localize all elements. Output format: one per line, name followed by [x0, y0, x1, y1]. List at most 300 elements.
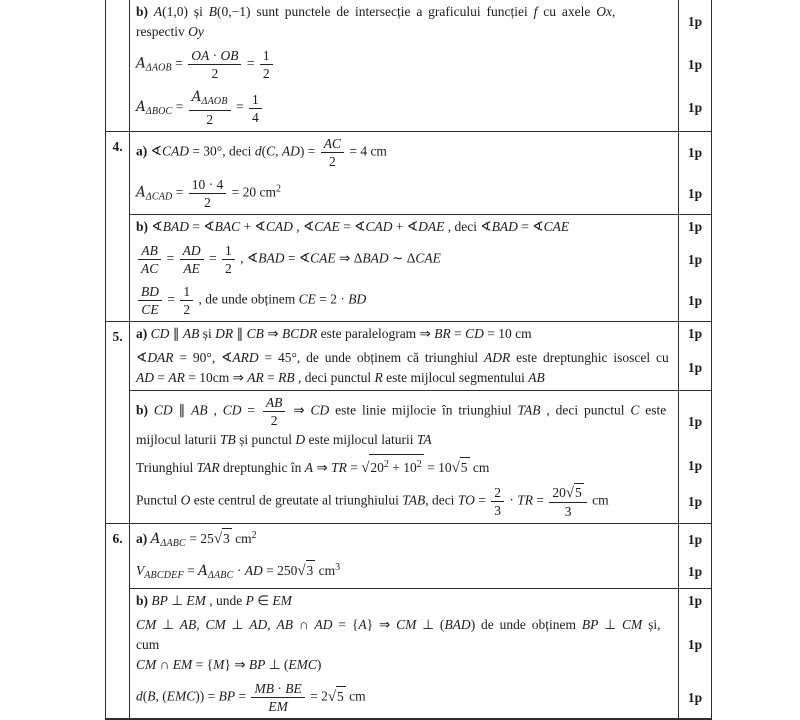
- solution-subrow: [130, 588, 711, 718]
- text: 4: [252, 109, 259, 125]
- text: ): [316, 657, 322, 672]
- solution-line: [136, 46, 674, 83]
- math-variable: AB: [141, 243, 158, 258]
- math-variable: CAD: [365, 219, 393, 234]
- text: ,: [275, 143, 282, 159]
- solution-line: [136, 615, 674, 655]
- text: 2: [204, 195, 211, 210]
- fraction-denominator: [260, 65, 273, 82]
- text: cu axele: [537, 4, 597, 19]
- fraction: [222, 242, 235, 277]
- text: cm: [231, 531, 252, 546]
- math-variable: BAD: [258, 250, 285, 266]
- text: 3: [306, 563, 314, 578]
- text: =: [346, 460, 362, 475]
- text: Triunghiul: [136, 460, 197, 475]
- math-variable: AB: [276, 617, 294, 632]
- math-variable: CM: [396, 617, 417, 632]
- text: 1: [262, 48, 270, 63]
- text: = 4 cm: [345, 143, 387, 159]
- text: este linie mijlocie în triunghiul: [329, 402, 518, 418]
- solution-entry: [130, 280, 711, 321]
- text: =: [243, 55, 258, 71]
- math-variable: AD: [314, 617, 333, 632]
- text: ∩: [156, 657, 173, 672]
- text: + ∢: [392, 219, 419, 234]
- problem-row: [106, 523, 711, 718]
- text: 3: [494, 503, 501, 518]
- solution-line: [136, 282, 674, 319]
- fraction-numerator: [138, 283, 162, 301]
- math-variable: O: [180, 492, 191, 508]
- solution-line: [136, 368, 674, 388]
- text: cm: [469, 460, 490, 475]
- math-variable: AD: [136, 370, 154, 385]
- text: =: [241, 402, 261, 418]
- text: ∩: [293, 617, 315, 632]
- text: este centrul de greutate al triunghiului: [190, 492, 403, 508]
- math-variable: TB: [220, 432, 236, 447]
- text: 2: [270, 413, 278, 428]
- solution-line: [136, 241, 674, 278]
- math-variable: ADR: [484, 350, 511, 365]
- text: , deci: [425, 492, 458, 508]
- text: Punctul: [136, 492, 181, 508]
- text: = {: [192, 657, 214, 672]
- math-variable: BAD: [162, 219, 189, 234]
- solution-entry: [130, 239, 711, 280]
- radicand: [336, 686, 346, 707]
- solution-content: [130, 322, 678, 346]
- math-variable: TA: [416, 432, 432, 447]
- bold-text: b): [136, 219, 152, 234]
- math-variable: OA: [191, 48, 210, 63]
- math-variable: BAC: [214, 219, 241, 234]
- text: ∢: [151, 219, 163, 234]
- solution-content: [130, 215, 678, 239]
- subscript: ΔAOB: [201, 96, 228, 107]
- math-variable: CAE: [310, 250, 336, 266]
- fraction-denominator: [189, 111, 231, 128]
- text: (: [261, 143, 267, 159]
- math-variable: CM: [136, 657, 157, 672]
- fraction: [138, 242, 161, 277]
- text: ,: [207, 402, 223, 418]
- fraction-numerator: [549, 483, 586, 503]
- math-variable: M: [213, 657, 225, 672]
- area-script-letter: A: [136, 55, 146, 72]
- text: =: [171, 55, 187, 71]
- fraction: [188, 47, 241, 82]
- math-variable: V: [136, 563, 145, 578]
- text: , de unde obținem: [195, 291, 299, 307]
- text: = 25: [185, 531, 214, 546]
- math-variable: BAD: [491, 219, 518, 234]
- math-variable: AC: [323, 136, 341, 151]
- text: 2: [211, 66, 219, 81]
- math-variable: B: [208, 4, 218, 19]
- square-root: [214, 528, 232, 549]
- math-variable: Oy: [188, 24, 204, 39]
- points-cell: 1p: [678, 239, 711, 280]
- problem-row: [106, 321, 711, 523]
- text: ⊥ (: [416, 617, 445, 632]
- fraction-numerator: [188, 47, 241, 65]
- solution-line: [136, 526, 674, 554]
- text: = 2: [306, 688, 328, 704]
- fraction: [251, 680, 304, 715]
- math-variable: AB: [191, 402, 208, 418]
- math-variable: CM: [621, 617, 643, 632]
- math-variable: A: [153, 4, 163, 19]
- text: =: [263, 370, 279, 385]
- text: ⊥: [156, 617, 180, 632]
- text: ⊥: [225, 617, 250, 632]
- radical-sign: √: [451, 460, 460, 476]
- text: 3: [564, 504, 572, 519]
- solution-line: [136, 2, 674, 22]
- text: =: [474, 492, 490, 508]
- problem-number: 5.: [106, 322, 130, 523]
- solution-line: [136, 324, 674, 344]
- fraction: [249, 91, 262, 126]
- text: 20: [552, 485, 566, 500]
- text: 2: [183, 302, 191, 317]
- math-variable: DR: [215, 326, 234, 341]
- math-variable: EM: [272, 593, 292, 608]
- points-cell: 1p: [678, 677, 711, 718]
- text: ∥: [169, 326, 183, 341]
- radicand: [306, 560, 316, 581]
- text: ∥: [233, 326, 247, 341]
- text: =: [172, 99, 187, 115]
- fraction-denominator: [321, 153, 344, 170]
- math-variable: CE: [298, 291, 316, 307]
- math-variable: f: [533, 4, 538, 19]
- solution-content: [130, 239, 678, 280]
- solution-entry: [130, 480, 711, 523]
- math-variable: AB: [265, 395, 283, 410]
- text: 1: [252, 91, 259, 107]
- problem-row: [106, 131, 711, 321]
- solution-line: [136, 217, 674, 237]
- solution-entry: [130, 173, 711, 214]
- solution-line: [136, 679, 674, 716]
- problem-number: [106, 0, 130, 131]
- math-variable: TAR: [196, 460, 220, 475]
- fraction-denominator: [188, 65, 241, 82]
- text: 20: [370, 460, 384, 475]
- text: (1,0) și: [162, 4, 209, 19]
- fraction-numerator: [138, 242, 161, 260]
- problem-body: [130, 524, 711, 718]
- text: = ∢: [339, 219, 366, 234]
- solution-content: [130, 589, 678, 613]
- math-variable: Ox: [596, 4, 612, 19]
- math-variable: BP: [218, 688, 236, 704]
- text: = {: [332, 617, 359, 632]
- bold-text: b): [136, 402, 154, 418]
- math-variable: BP: [151, 593, 168, 608]
- math-variable: CM: [205, 617, 226, 632]
- fraction: [180, 283, 193, 318]
- math-variable: BD: [348, 291, 367, 307]
- points-cell: 1p: [678, 85, 711, 131]
- text: ∢: [150, 143, 162, 159]
- math-variable: BP: [581, 617, 599, 632]
- text: ·: [505, 492, 518, 508]
- text: cm: [588, 492, 609, 508]
- solution-entry: [130, 215, 711, 239]
- math-variable: B: [147, 688, 156, 704]
- math-variable: EM: [172, 657, 193, 672]
- text: ·: [273, 681, 286, 696]
- math-variable: RB: [278, 370, 295, 385]
- math-variable: AR: [168, 370, 185, 385]
- text: = ∢: [188, 219, 215, 234]
- math-variable: AC: [141, 261, 159, 276]
- text: 1: [225, 243, 232, 258]
- text: este paralelogram ⇒: [317, 326, 435, 341]
- text: este mijlocul segmentului: [382, 370, 529, 385]
- math-variable: R: [374, 370, 383, 385]
- text: ⇒: [313, 460, 332, 475]
- points-cell: 1p: [678, 613, 711, 677]
- solution-entry: [130, 677, 711, 718]
- answer-table: [105, 0, 712, 720]
- text: și: [199, 326, 216, 341]
- math-variable: EMC: [288, 657, 317, 672]
- fraction-numerator: [251, 680, 304, 698]
- fraction: [549, 483, 586, 520]
- solution-content: [130, 677, 678, 718]
- math-variable: MB: [254, 681, 274, 696]
- fraction-denominator: [491, 502, 504, 519]
- text: + ∢: [240, 219, 266, 234]
- area-script-letter: A: [136, 184, 146, 201]
- solution-entry: [130, 44, 711, 85]
- math-variable: EM: [186, 593, 206, 608]
- superscript: 2: [416, 459, 422, 470]
- solution-subrow: [130, 524, 711, 588]
- math-variable: BCDR: [281, 326, 318, 341]
- text: =: [163, 250, 178, 266]
- fraction-numerator: [249, 91, 262, 109]
- fraction-denominator: [222, 260, 235, 277]
- text: ⊥ (: [265, 657, 289, 672]
- points-cell: 1p: [678, 215, 711, 239]
- fraction-numerator: [321, 135, 344, 153]
- solution-content: [130, 173, 678, 214]
- bold-text: a): [136, 143, 151, 159]
- solution-line: [136, 454, 674, 478]
- text: ∼ Δ: [388, 250, 416, 266]
- solution-line: [136, 87, 674, 129]
- fraction-numerator: [222, 242, 235, 260]
- text: ) de unde obținem: [470, 617, 582, 632]
- subscript: ΔABC: [160, 538, 186, 549]
- text: 5: [460, 460, 468, 475]
- text: ⇒: [287, 402, 311, 418]
- math-variable: BAD: [444, 617, 471, 632]
- text: respectiv: [136, 24, 189, 39]
- subscript: ΔBOC: [145, 106, 173, 118]
- text: 2: [494, 485, 501, 500]
- bold-text: a): [136, 531, 151, 546]
- text: 5: [575, 485, 582, 500]
- text: 2: [206, 112, 214, 127]
- subscript: ΔABC: [207, 570, 234, 581]
- fraction: [189, 88, 231, 128]
- text: 10 · 4: [191, 177, 224, 192]
- text: =: [164, 291, 179, 307]
- text: = 10cm ⇒: [184, 370, 248, 385]
- fraction: [260, 47, 273, 82]
- math-variable: CE: [141, 302, 159, 317]
- radicand: [222, 528, 232, 549]
- area-script-letter: A: [136, 99, 146, 116]
- math-variable: DAE: [418, 219, 445, 234]
- fraction-denominator: [180, 260, 204, 277]
- math-variable: CAE: [415, 250, 441, 266]
- solution-line: [136, 175, 674, 212]
- text: 1: [183, 284, 191, 299]
- text: 2: [262, 66, 270, 81]
- text: 5: [337, 688, 344, 704]
- fraction-denominator: [249, 109, 262, 126]
- text: = 10: [423, 460, 452, 475]
- solution-content: [130, 391, 678, 452]
- points-cell: 1p: [678, 452, 711, 480]
- text: este: [639, 402, 667, 418]
- math-variable: C: [630, 402, 640, 418]
- solution-entry: [130, 556, 711, 588]
- radicand: [369, 454, 423, 478]
- points-cell: 1p: [678, 280, 711, 321]
- text: )) =: [195, 688, 219, 704]
- fraction-denominator: [549, 503, 586, 520]
- math-variable: BR: [434, 326, 451, 341]
- math-variable: TR: [331, 460, 347, 475]
- solution-subrow: [130, 0, 711, 131]
- solution-line: [136, 482, 674, 521]
- problem-body: [130, 0, 711, 131]
- area-script-letter: A: [150, 531, 161, 547]
- solution-entry: [130, 391, 711, 452]
- text: ∈: [253, 593, 273, 608]
- solution-content: [130, 346, 678, 390]
- subscript: ΔCAD: [145, 191, 173, 203]
- square-root: [297, 560, 315, 581]
- radical-sign: √: [565, 485, 575, 501]
- square-root: [452, 457, 470, 478]
- points-cell: 1p: [678, 391, 711, 452]
- problem-body: [130, 132, 711, 321]
- solution-line: [136, 348, 674, 368]
- points-cell: 1p: [678, 346, 711, 390]
- text: cm: [345, 688, 366, 704]
- points-cell: 1p: [678, 322, 711, 346]
- fraction-numerator: [491, 484, 504, 502]
- text: } ⇒: [224, 657, 249, 672]
- fraction-denominator: [180, 301, 193, 318]
- text: =: [450, 326, 466, 341]
- text: cm: [315, 563, 336, 578]
- fraction: [491, 484, 504, 519]
- math-variable: EM: [268, 699, 288, 714]
- points-cell: 1p: [678, 132, 711, 173]
- math-variable: TO: [457, 492, 475, 508]
- text: ⇒: [263, 326, 282, 341]
- text: = 30°, deci: [188, 143, 255, 159]
- text: și, cum: [136, 617, 661, 652]
- solution-content: [130, 452, 678, 480]
- points-cell: 1p: [678, 556, 711, 588]
- area-script-letter: A: [198, 563, 208, 579]
- fraction-numerator: [180, 283, 193, 301]
- math-variable: BAD: [362, 250, 389, 266]
- text: ⊥: [598, 617, 622, 632]
- fraction-numerator: [263, 394, 286, 412]
- text: ⊥: [167, 593, 187, 608]
- solution-line: [136, 591, 674, 611]
- fraction: [321, 135, 344, 170]
- text: , deci ∢: [444, 219, 492, 234]
- math-variable: CD: [465, 326, 484, 341]
- solution-content: [130, 85, 678, 131]
- math-variable: BE: [285, 681, 302, 696]
- math-variable: A: [358, 617, 367, 632]
- fraction-numerator: [260, 47, 273, 65]
- text: =: [172, 184, 187, 200]
- math-variable: CD: [153, 402, 173, 418]
- text: ·: [209, 48, 221, 63]
- square-root: [328, 686, 346, 707]
- solution-content: [130, 613, 678, 677]
- math-variable: d: [254, 143, 262, 159]
- math-variable: CAE: [543, 219, 570, 234]
- solution-entry: [130, 85, 711, 131]
- text: ,: [196, 617, 206, 632]
- fraction-denominator: [138, 301, 162, 318]
- solution-line: [136, 655, 674, 675]
- math-variable: CAD: [265, 219, 293, 234]
- text: , unde: [205, 593, 246, 608]
- solution-entry: [130, 589, 711, 613]
- solution-line: [136, 134, 674, 171]
- text: =: [183, 563, 199, 578]
- points-cell: 1p: [678, 589, 711, 613]
- superscript: 2: [251, 530, 257, 541]
- radical-sign: √: [361, 460, 370, 476]
- text: ) =: [299, 143, 319, 159]
- math-variable: TAB: [402, 492, 426, 508]
- text: =: [205, 250, 221, 266]
- fraction-numerator: [189, 176, 227, 194]
- text: = ∢: [284, 250, 311, 266]
- bold-text: b): [136, 4, 154, 19]
- math-variable: D: [295, 432, 306, 447]
- solution-line: [136, 393, 674, 430]
- solution-content: [130, 556, 678, 588]
- text: = 250: [262, 563, 298, 578]
- text: ,: [612, 4, 616, 19]
- text: , ∢: [292, 219, 315, 234]
- math-variable: CD: [222, 402, 242, 418]
- solution-subrow: [130, 214, 711, 321]
- fraction: [138, 283, 162, 318]
- fraction: [180, 242, 204, 277]
